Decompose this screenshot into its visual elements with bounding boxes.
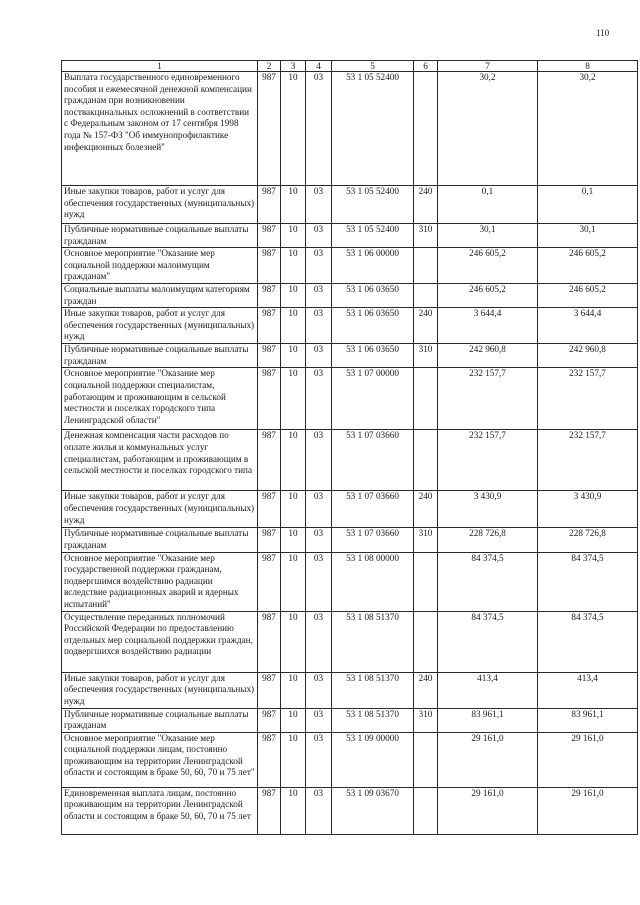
subsection-code: 03 [306, 283, 332, 307]
subsection-code: 03 [306, 186, 332, 224]
section-code: 10 [281, 732, 306, 787]
expense-type-code: 240 [414, 186, 438, 224]
expense-type-code: 310 [414, 344, 438, 368]
row-name: Иные закупки товаров, работ и услуг для обеспечения государственных (муниципальных) нужд [62, 672, 258, 708]
amount-plan: 0,1 [438, 186, 538, 224]
table-row [62, 186, 638, 224]
budget-table [61, 60, 638, 835]
table-row [62, 732, 638, 787]
expense-type-code [414, 732, 438, 787]
chapter-code: 987 [258, 611, 281, 672]
table-row [62, 491, 638, 528]
target-article-code: 53 1 05 52400 [332, 186, 414, 224]
expense-type-code [414, 368, 438, 430]
amount-total: 228 726,8 [538, 528, 638, 552]
expense-type-code [414, 72, 438, 186]
target-article-code: 53 1 09 00000 [332, 732, 414, 787]
amount-total: 232 157,7 [538, 368, 638, 430]
amount-total: 246 605,2 [538, 248, 638, 284]
row-name: Основное мероприятие "Оказание мер социальной поддержки лицам, постоянно проживающим на территории Ленинградской области и состоящим в браке 50, 60, 70 и 75 лет" [62, 732, 258, 787]
chapter-code: 987 [258, 283, 281, 307]
chapter-code: 987 [258, 186, 281, 224]
target-article-code: 53 1 07 03660 [332, 528, 414, 552]
expense-type-code: 240 [414, 672, 438, 708]
subsection-code: 03 [306, 672, 332, 708]
table-row [62, 368, 638, 430]
amount-plan: 3 430,9 [438, 491, 538, 528]
expense-type-code: 310 [414, 708, 438, 732]
section-code: 10 [281, 611, 306, 672]
row-name: Социальные выплаты малоимущим категориям граждан [62, 283, 258, 307]
row-name: Публичные нормативные социальные выплаты гражданам [62, 224, 258, 248]
amount-plan: 246 605,2 [438, 283, 538, 307]
expense-type-code: 240 [414, 308, 438, 344]
amount-plan: 84 374,5 [438, 552, 538, 611]
table-row [62, 344, 638, 368]
section-code: 10 [281, 708, 306, 732]
row-name: Иные закупки товаров, работ и услуг для обеспечения государственных (муниципальных) нужд [62, 308, 258, 344]
section-code: 10 [281, 308, 306, 344]
chapter-code: 987 [258, 787, 281, 834]
column-header: 5 [332, 61, 414, 72]
amount-total: 0,1 [538, 186, 638, 224]
target-article-code: 53 1 05 52400 [332, 72, 414, 186]
chapter-code: 987 [258, 224, 281, 248]
table-row [62, 430, 638, 491]
table-row [62, 248, 638, 284]
row-name: Основное мероприятие "Оказание мер социальной поддержки малоимущим гражданам" [62, 248, 258, 284]
expense-type-code [414, 430, 438, 491]
row-name: Публичные нормативные социальные выплаты гражданам [62, 528, 258, 552]
table-row [62, 72, 638, 186]
amount-plan: 228 726,8 [438, 528, 538, 552]
row-name: Выплата государственного единовременного пособия и ежемесячной денежной компенсации гражданам при возникновении поствакцинальных осложнений в соответствии с Федеральным законом от 17 сентября 1998 года № 157-ФЗ "Об иммунопрофилактике инфекционных болезней" [62, 72, 258, 186]
chapter-code: 987 [258, 308, 281, 344]
subsection-code: 03 [306, 248, 332, 284]
table-header-row [62, 61, 638, 72]
amount-plan: 413,4 [438, 672, 538, 708]
section-code: 10 [281, 283, 306, 307]
target-article-code: 53 1 08 51370 [332, 708, 414, 732]
subsection-code: 03 [306, 344, 332, 368]
subsection-code: 03 [306, 611, 332, 672]
row-name: Осуществление переданных полномочий Российской Федерации по предоставлению отдельных мер социальной поддержки граждан, подвергшихся воздействию радиации [62, 611, 258, 672]
target-article-code: 53 1 06 00000 [332, 248, 414, 284]
subsection-code: 03 [306, 72, 332, 186]
section-code: 10 [281, 528, 306, 552]
section-code: 10 [281, 672, 306, 708]
subsection-code: 03 [306, 308, 332, 344]
subsection-code: 03 [306, 552, 332, 611]
row-name: Единовременная выплата лицам, постоянно проживающим на территории Ленинградской области и состоящим в браке 50, 60, 70 и 75 лет [62, 787, 258, 834]
row-name: Основное мероприятие "Оказание мер государственной поддержки гражданам, подвергшимся воздействию радиации вследствие радиационных аварий и ядерных испытаний" [62, 552, 258, 611]
table-row [62, 283, 638, 307]
amount-plan: 232 157,7 [438, 368, 538, 430]
subsection-code: 03 [306, 528, 332, 552]
target-article-code: 53 1 06 03650 [332, 344, 414, 368]
table-row [62, 308, 638, 344]
subsection-code: 03 [306, 430, 332, 491]
amount-plan: 232 157,7 [438, 430, 538, 491]
target-article-code: 53 1 08 51370 [332, 611, 414, 672]
section-code: 10 [281, 186, 306, 224]
amount-total: 413,4 [538, 672, 638, 708]
section-code: 10 [281, 224, 306, 248]
subsection-code: 03 [306, 491, 332, 528]
target-article-code: 53 1 07 03660 [332, 491, 414, 528]
section-code: 10 [281, 491, 306, 528]
table-row [62, 611, 638, 672]
amount-total: 84 374,5 [538, 552, 638, 611]
target-article-code: 53 1 08 00000 [332, 552, 414, 611]
expense-type-code: 240 [414, 491, 438, 528]
column-header: 3 [281, 61, 306, 72]
subsection-code: 03 [306, 732, 332, 787]
amount-total: 242 960,8 [538, 344, 638, 368]
amount-plan: 83 961,1 [438, 708, 538, 732]
chapter-code: 987 [258, 552, 281, 611]
table-row [62, 224, 638, 248]
section-code: 10 [281, 787, 306, 834]
subsection-code: 03 [306, 368, 332, 430]
amount-total: 246 605,2 [538, 283, 638, 307]
target-article-code: 53 1 06 03650 [332, 308, 414, 344]
expense-type-code: 310 [414, 224, 438, 248]
section-code: 10 [281, 72, 306, 186]
column-header: 8 [538, 61, 638, 72]
table-row [62, 787, 638, 834]
chapter-code: 987 [258, 732, 281, 787]
target-article-code: 53 1 07 03660 [332, 430, 414, 491]
amount-total: 3 430,9 [538, 491, 638, 528]
amount-plan: 246 605,2 [438, 248, 538, 284]
row-name: Иные закупки товаров, работ и услуг для обеспечения государственных (муниципальных) нужд [62, 186, 258, 224]
column-header: 7 [438, 61, 538, 72]
amount-total: 30,1 [538, 224, 638, 248]
row-name: Публичные нормативные социальные выплаты гражданам [62, 708, 258, 732]
section-code: 10 [281, 248, 306, 284]
section-code: 10 [281, 552, 306, 611]
row-name: Основное мероприятие "Оказание мер социальной поддержки специалистам, работающим и проживающим в сельской местности и поселках городского типа Ленинградской области" [62, 368, 258, 430]
amount-plan: 84 374,5 [438, 611, 538, 672]
column-header: 4 [306, 61, 332, 72]
section-code: 10 [281, 344, 306, 368]
column-header: 2 [258, 61, 281, 72]
amount-plan: 30,1 [438, 224, 538, 248]
expense-type-code [414, 283, 438, 307]
page-number: 110 [596, 28, 610, 38]
expense-type-code [414, 248, 438, 284]
amount-total: 3 644,4 [538, 308, 638, 344]
amount-plan: 30,2 [438, 72, 538, 186]
target-article-code: 53 1 05 52400 [332, 224, 414, 248]
row-name: Денежная компенсация части расходов по оплате жилья и коммунальных услуг специалистам, работающим и проживающим в сельской местности и поселках городского типа [62, 430, 258, 491]
chapter-code: 987 [258, 672, 281, 708]
subsection-code: 03 [306, 708, 332, 732]
row-name: Публичные нормативные социальные выплаты гражданам [62, 344, 258, 368]
amount-total: 29 161,0 [538, 732, 638, 787]
amount-total: 84 374,5 [538, 611, 638, 672]
column-header: 1 [62, 61, 258, 72]
subsection-code: 03 [306, 787, 332, 834]
amount-total: 30,2 [538, 72, 638, 186]
table-row [62, 708, 638, 732]
amount-plan: 242 960,8 [438, 344, 538, 368]
chapter-code: 987 [258, 528, 281, 552]
target-article-code: 53 1 09 03670 [332, 787, 414, 834]
chapter-code: 987 [258, 491, 281, 528]
amount-total: 83 961,1 [538, 708, 638, 732]
target-article-code: 53 1 07 00000 [332, 368, 414, 430]
expense-type-code [414, 552, 438, 611]
chapter-code: 987 [258, 430, 281, 491]
row-name: Иные закупки товаров, работ и услуг для обеспечения государственных (муниципальных) нужд [62, 491, 258, 528]
amount-plan: 29 161,0 [438, 787, 538, 834]
expense-type-code [414, 611, 438, 672]
subsection-code: 03 [306, 224, 332, 248]
chapter-code: 987 [258, 344, 281, 368]
chapter-code: 987 [258, 368, 281, 430]
target-article-code: 53 1 06 03650 [332, 283, 414, 307]
table-row [62, 552, 638, 611]
amount-total: 232 157,7 [538, 430, 638, 491]
target-article-code: 53 1 08 51370 [332, 672, 414, 708]
amount-plan: 29 161,0 [438, 732, 538, 787]
section-code: 10 [281, 430, 306, 491]
amount-plan: 3 644,4 [438, 308, 538, 344]
column-header: 6 [414, 61, 438, 72]
expense-type-code [414, 787, 438, 834]
chapter-code: 987 [258, 248, 281, 284]
section-code: 10 [281, 368, 306, 430]
table-row [62, 672, 638, 708]
chapter-code: 987 [258, 708, 281, 732]
chapter-code: 987 [258, 72, 281, 186]
table-row [62, 528, 638, 552]
amount-total: 29 161,0 [538, 787, 638, 834]
expense-type-code: 310 [414, 528, 438, 552]
